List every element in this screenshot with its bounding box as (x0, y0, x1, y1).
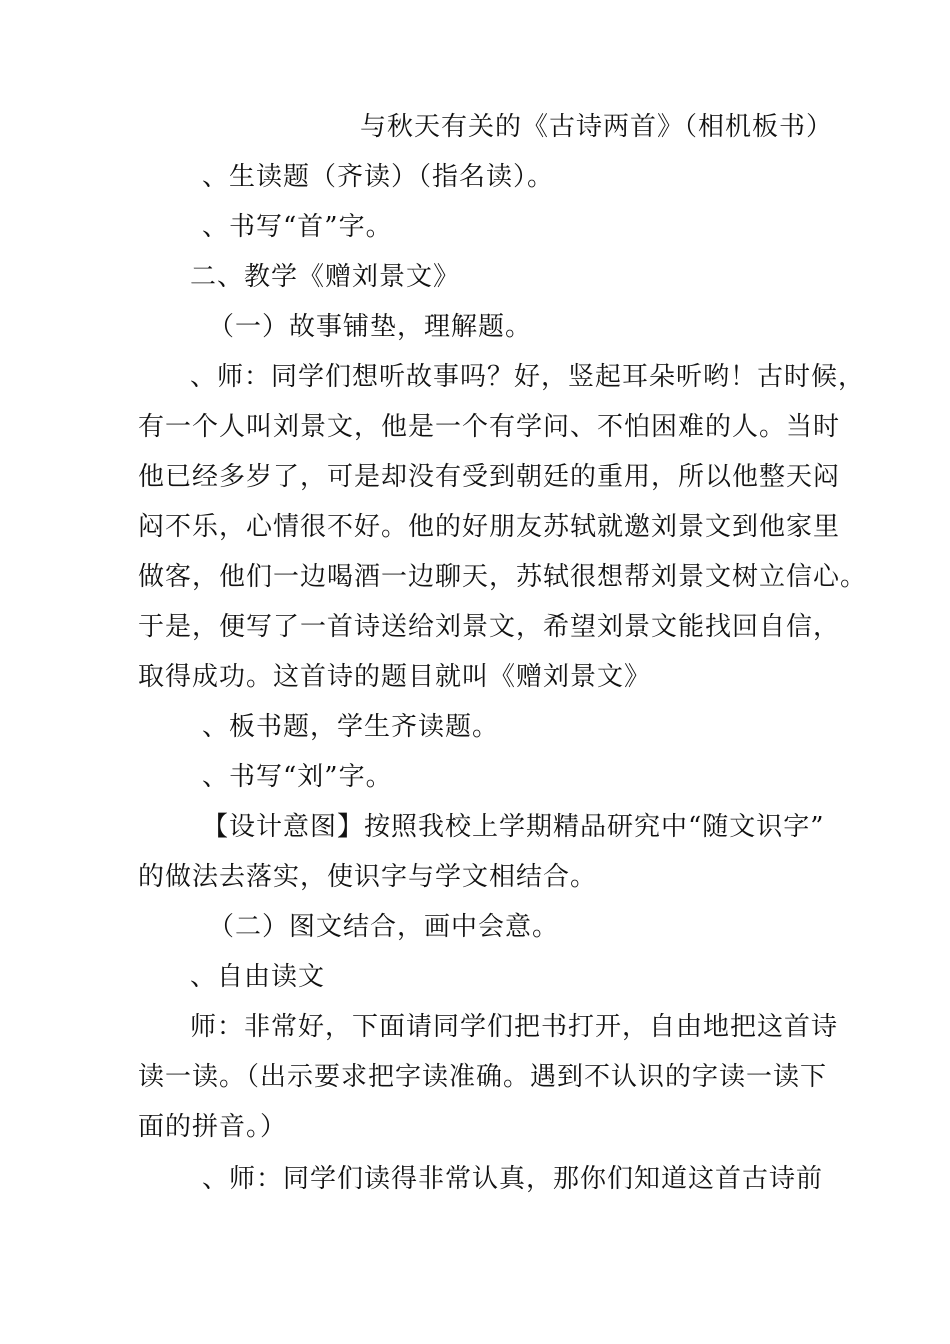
text-line: 取得成功。这首诗的题目就叫《赠刘景文》 (138, 662, 652, 692)
text-line: 于是，便写了一首诗送给刘景文，希望刘景文能找回自信， (138, 612, 841, 642)
heading-line: 与秋天有关的《古诗两首》（相机板书） (360, 112, 834, 142)
text-line: 、生读题（齐读）（指名读）。 (202, 162, 555, 192)
text-line: 闷不乐，心情很不好。他的好朋友苏轼就邀刘景文到他家里 (138, 512, 841, 542)
design-intent-line: 【设计意图】按照我校上学期精品研究中“随文识字” (202, 812, 825, 842)
text-line: 做客，他们一边喝酒一边聊天，苏轼很想帮刘景文树立信心。 (138, 562, 868, 592)
text-line: 、自由读文 (190, 962, 326, 992)
subsection-heading: （二）图文结合，画中会意。 (208, 912, 560, 942)
text-line: 的做法去落实，使识字与学文相结合。 (138, 862, 598, 892)
text-line: 师：非常好，下面请同学们把书打开，自由地把这首诗 (190, 1012, 839, 1042)
text-line: 面的拼音。） (138, 1112, 288, 1142)
text-line: 读一读。（出示要求把字读准确。遇到不认识的字读一读下 (138, 1062, 828, 1092)
subsection-heading: （一）故事铺垫，理解题。 (208, 312, 533, 342)
text-line: 有一个人叫刘景文，他是一个有学问、不怕困难的人。当时 (138, 412, 841, 442)
section-heading: 二、教学《赠刘景文》 (190, 262, 461, 292)
text-line: 他已经多岁了，可是却没有受到朝廷的重用，所以他整天闷 (138, 462, 841, 492)
text-line: 、板书题，学生齐读题。 (202, 712, 500, 742)
text-line: 、师：同学们想听故事吗？好，竖起耳朵听哟！古时候， (190, 362, 866, 392)
text-line: 、书写“刘”字。 (202, 762, 393, 792)
text-line: 、师：同学们读得非常认真，那你们知道这首古诗前 (202, 1164, 824, 1194)
text-line: 、书写“首”字。 (202, 212, 393, 242)
